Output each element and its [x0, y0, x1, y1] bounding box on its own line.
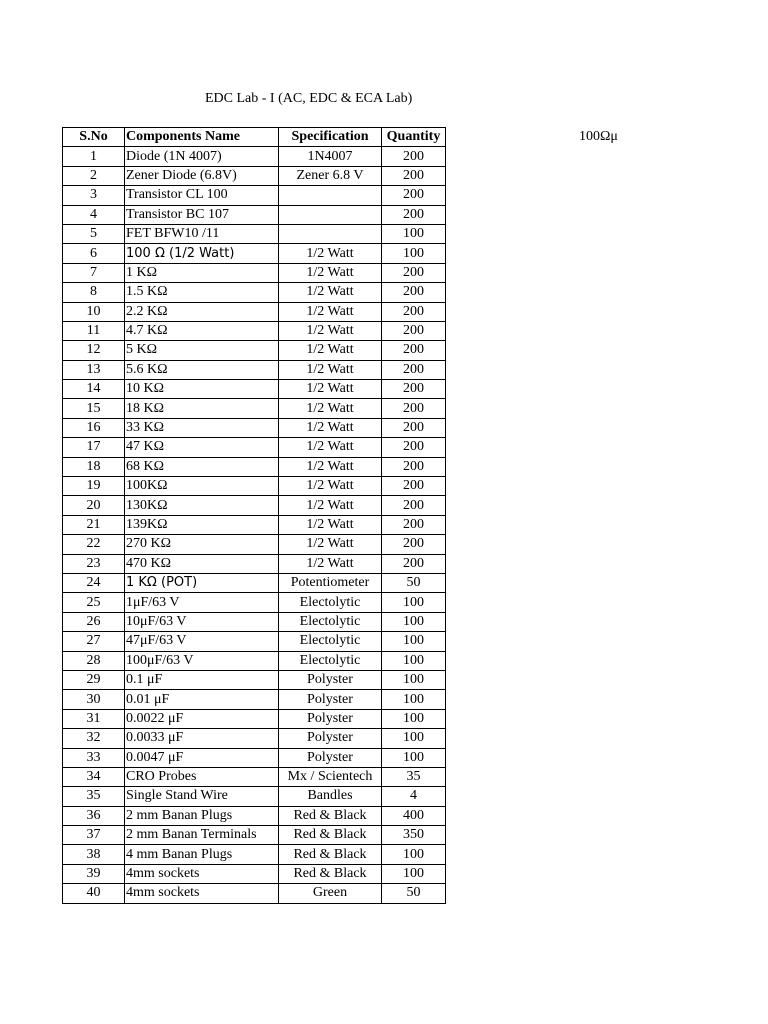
row-specification: Electolytic	[279, 593, 382, 612]
row-component-name: FET BFW10 /11	[125, 224, 279, 243]
table-row	[63, 244, 446, 263]
row-specification: 1/2 Watt	[279, 535, 382, 554]
row-sno: 13	[63, 360, 125, 379]
row-sno: 19	[63, 477, 125, 496]
row-sno: 33	[63, 748, 125, 767]
row-specification: Polyster	[279, 670, 382, 689]
row-quantity: 200	[382, 399, 446, 418]
row-quantity: 200	[382, 535, 446, 554]
row-specification: Polyster	[279, 690, 382, 709]
row-specification: 1/2 Watt	[279, 515, 382, 534]
row-sno: 6	[63, 244, 125, 263]
row-specification: 1/2 Watt	[279, 244, 382, 263]
header-sno: S.No	[63, 128, 125, 147]
row-sno: 21	[63, 515, 125, 534]
row-quantity: 200	[382, 380, 446, 399]
table-row	[63, 632, 446, 651]
side-note: 100Ωμ	[579, 129, 618, 144]
row-quantity: 50	[382, 573, 446, 592]
row-specification: 1N4007	[279, 147, 382, 166]
table-row	[63, 147, 446, 166]
table-body	[63, 147, 446, 903]
row-specification: 1/2 Watt	[279, 438, 382, 457]
row-sno: 14	[63, 380, 125, 399]
components-table	[62, 127, 446, 904]
table-row	[63, 263, 446, 282]
row-quantity: 200	[382, 186, 446, 205]
table-row	[63, 341, 446, 360]
row-component-name: 4.7 KΩ	[125, 321, 279, 340]
row-specification: 1/2 Watt	[279, 321, 382, 340]
row-component-name: 0.0047 μF	[125, 748, 279, 767]
row-sno: 4	[63, 205, 125, 224]
row-quantity: 50	[382, 884, 446, 903]
row-component-name: 270 KΩ	[125, 535, 279, 554]
row-quantity: 200	[382, 341, 446, 360]
row-sno: 15	[63, 399, 125, 418]
row-specification: Polyster	[279, 729, 382, 748]
row-quantity: 100	[382, 709, 446, 728]
row-sno: 18	[63, 457, 125, 476]
row-quantity: 4	[382, 787, 446, 806]
row-specification: 1/2 Watt	[279, 263, 382, 282]
table-row	[63, 709, 446, 728]
row-component-name: Transistor BC 107	[125, 205, 279, 224]
row-quantity: 35	[382, 767, 446, 786]
row-quantity: 200	[382, 302, 446, 321]
table-row	[63, 302, 446, 321]
row-sno: 23	[63, 554, 125, 573]
row-specification: 1/2 Watt	[279, 380, 382, 399]
page-title: EDC Lab - I (AC, EDC & ECA Lab)	[205, 91, 413, 106]
row-component-name: 1.5 KΩ	[125, 283, 279, 302]
table-row	[63, 166, 446, 185]
table-row	[63, 554, 446, 573]
row-quantity: 350	[382, 826, 446, 845]
row-sno: 16	[63, 418, 125, 437]
row-quantity: 200	[382, 496, 446, 515]
row-component-name: 2 mm Banan Terminals	[125, 826, 279, 845]
row-component-name: 0.1 μF	[125, 670, 279, 689]
table-row	[63, 438, 446, 457]
row-sno: 11	[63, 321, 125, 340]
row-quantity: 400	[382, 806, 446, 825]
row-sno: 30	[63, 690, 125, 709]
row-specification	[279, 186, 382, 205]
table-row	[63, 845, 446, 864]
row-quantity: 200	[382, 263, 446, 282]
row-quantity: 200	[382, 166, 446, 185]
row-sno: 1	[63, 147, 125, 166]
row-component-name: 0.0033 μF	[125, 729, 279, 748]
row-quantity: 100	[382, 845, 446, 864]
row-quantity: 100	[382, 690, 446, 709]
row-quantity: 100	[382, 670, 446, 689]
row-sno: 31	[63, 709, 125, 728]
row-sno: 8	[63, 283, 125, 302]
row-component-name: Zener Diode (6.8V)	[125, 166, 279, 185]
row-quantity: 200	[382, 457, 446, 476]
table-row	[63, 224, 446, 243]
row-component-name: 100μF/63 V	[125, 651, 279, 670]
row-component-name: 1μF/63 V	[125, 593, 279, 612]
header-specification: Specification	[279, 128, 382, 147]
table-row	[63, 535, 446, 554]
row-specification	[279, 205, 382, 224]
row-component-name: 1 KΩ	[125, 263, 279, 282]
row-quantity: 100	[382, 244, 446, 263]
row-sno: 29	[63, 670, 125, 689]
header-components-name: Components Name	[125, 128, 279, 147]
row-specification: 1/2 Watt	[279, 302, 382, 321]
row-component-name: 100KΩ	[125, 477, 279, 496]
table-row	[63, 884, 446, 903]
row-sno: 36	[63, 806, 125, 825]
row-sno: 38	[63, 845, 125, 864]
row-component-name: 100 Ω (1/2 Watt)	[125, 244, 279, 263]
row-quantity: 100	[382, 651, 446, 670]
row-quantity: 200	[382, 283, 446, 302]
row-sno: 28	[63, 651, 125, 670]
row-specification: Electolytic	[279, 632, 382, 651]
row-sno: 37	[63, 826, 125, 845]
row-specification: 1/2 Watt	[279, 496, 382, 515]
row-quantity: 100	[382, 729, 446, 748]
row-specification: Electolytic	[279, 612, 382, 631]
row-component-name: 10μF/63 V	[125, 612, 279, 631]
row-specification: Polyster	[279, 709, 382, 728]
row-specification: Electolytic	[279, 651, 382, 670]
row-specification: 1/2 Watt	[279, 399, 382, 418]
row-sno: 7	[63, 263, 125, 282]
row-specification: 1/2 Watt	[279, 457, 382, 476]
row-component-name: Transistor CL 100	[125, 186, 279, 205]
row-component-name: 5.6 KΩ	[125, 360, 279, 379]
row-specification: Red & Black	[279, 826, 382, 845]
row-specification: 1/2 Watt	[279, 341, 382, 360]
table-row	[63, 477, 446, 496]
row-quantity: 200	[382, 321, 446, 340]
row-sno: 40	[63, 884, 125, 903]
row-quantity: 100	[382, 612, 446, 631]
row-specification: Red & Black	[279, 864, 382, 883]
row-sno: 20	[63, 496, 125, 515]
row-quantity: 100	[382, 224, 446, 243]
header-quantity: Quantity	[382, 128, 446, 147]
row-quantity: 100	[382, 593, 446, 612]
table-header-row	[63, 128, 446, 147]
table-row	[63, 767, 446, 786]
row-sno: 24	[63, 573, 125, 592]
row-sno: 26	[63, 612, 125, 631]
row-component-name: 10 KΩ	[125, 380, 279, 399]
table-row	[63, 380, 446, 399]
table-row	[63, 457, 446, 476]
row-sno: 2	[63, 166, 125, 185]
table-row	[63, 283, 446, 302]
table-row	[63, 806, 446, 825]
row-quantity: 200	[382, 418, 446, 437]
row-quantity: 200	[382, 515, 446, 534]
row-specification: Green	[279, 884, 382, 903]
row-quantity: 200	[382, 438, 446, 457]
table-row	[63, 360, 446, 379]
row-quantity: 200	[382, 554, 446, 573]
row-specification: 1/2 Watt	[279, 554, 382, 573]
row-sno: 12	[63, 341, 125, 360]
row-specification: Red & Black	[279, 845, 382, 864]
table-row	[63, 690, 446, 709]
row-component-name: 5 KΩ	[125, 341, 279, 360]
row-specification: Zener 6.8 V	[279, 166, 382, 185]
row-component-name: 470 KΩ	[125, 554, 279, 573]
row-component-name: Single Stand Wire	[125, 787, 279, 806]
row-sno: 5	[63, 224, 125, 243]
row-specification	[279, 224, 382, 243]
row-component-name: 2 mm Banan Plugs	[125, 806, 279, 825]
table-row	[63, 399, 446, 418]
row-specification: Bandles	[279, 787, 382, 806]
table-row	[63, 787, 446, 806]
row-specification: Mx / Scientech	[279, 767, 382, 786]
table-row	[63, 612, 446, 631]
row-specification: Potentiometer	[279, 573, 382, 592]
row-component-name: 130KΩ	[125, 496, 279, 515]
row-component-name: 4mm sockets	[125, 884, 279, 903]
row-component-name: 4mm sockets	[125, 864, 279, 883]
table-row	[63, 651, 446, 670]
table-row	[63, 864, 446, 883]
table-row	[63, 593, 446, 612]
row-quantity: 200	[382, 477, 446, 496]
row-component-name: 68 KΩ	[125, 457, 279, 476]
table-row	[63, 826, 446, 845]
row-quantity: 100	[382, 864, 446, 883]
row-sno: 35	[63, 787, 125, 806]
table-row	[63, 205, 446, 224]
row-quantity: 200	[382, 205, 446, 224]
row-component-name: 0.0022 μF	[125, 709, 279, 728]
row-quantity: 100	[382, 748, 446, 767]
row-quantity: 200	[382, 360, 446, 379]
table-row	[63, 515, 446, 534]
row-sno: 39	[63, 864, 125, 883]
row-sno: 10	[63, 302, 125, 321]
row-specification: 1/2 Watt	[279, 283, 382, 302]
row-component-name: 47 KΩ	[125, 438, 279, 457]
table-row	[63, 748, 446, 767]
row-specification: 1/2 Watt	[279, 477, 382, 496]
row-sno: 3	[63, 186, 125, 205]
row-component-name: 139KΩ	[125, 515, 279, 534]
row-component-name: 18 KΩ	[125, 399, 279, 418]
table-row	[63, 321, 446, 340]
table-row	[63, 418, 446, 437]
row-sno: 32	[63, 729, 125, 748]
row-sno: 25	[63, 593, 125, 612]
table-row	[63, 573, 446, 592]
row-specification: Red & Black	[279, 806, 382, 825]
row-component-name: CRO Probes	[125, 767, 279, 786]
row-component-name: 2.2 KΩ	[125, 302, 279, 321]
row-component-name: 4 mm Banan Plugs	[125, 845, 279, 864]
row-component-name: 0.01 μF	[125, 690, 279, 709]
row-sno: 22	[63, 535, 125, 554]
row-specification: Polyster	[279, 748, 382, 767]
row-quantity: 200	[382, 147, 446, 166]
row-specification: 1/2 Watt	[279, 418, 382, 437]
row-specification: 1/2 Watt	[279, 360, 382, 379]
row-component-name: 1 KΩ (POT)	[125, 573, 279, 592]
row-component-name: Diode (1N 4007)	[125, 147, 279, 166]
row-sno: 27	[63, 632, 125, 651]
table-row	[63, 729, 446, 748]
row-sno: 17	[63, 438, 125, 457]
row-component-name: 47μF/63 V	[125, 632, 279, 651]
row-component-name: 33 KΩ	[125, 418, 279, 437]
row-sno: 34	[63, 767, 125, 786]
table-row	[63, 496, 446, 515]
table-row	[63, 186, 446, 205]
row-quantity: 100	[382, 632, 446, 651]
table-row	[63, 670, 446, 689]
